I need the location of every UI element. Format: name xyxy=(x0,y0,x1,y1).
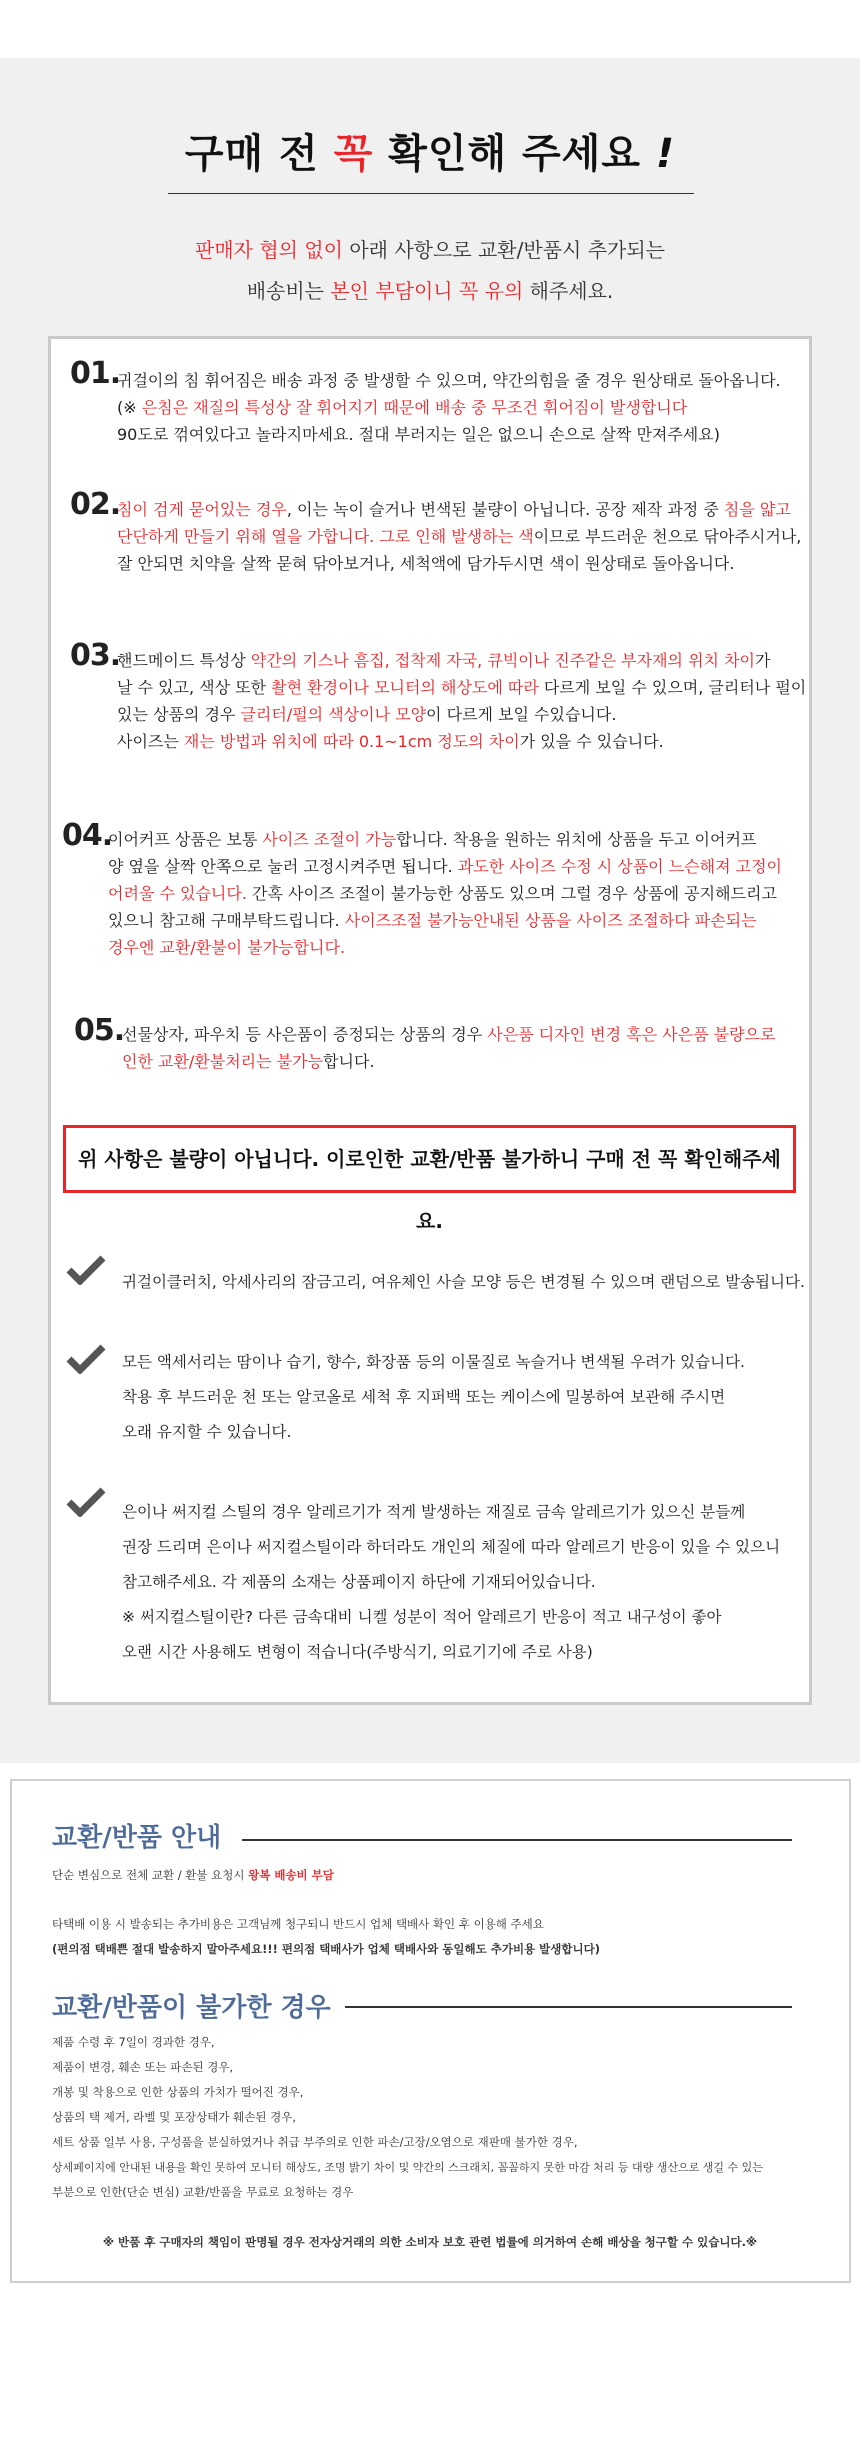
check-icon xyxy=(66,1255,106,1285)
subtitle-line-1: 판매자 협의 없이 아래 사항으로 교환/반품시 추가되는 xyxy=(195,238,665,262)
title-divider xyxy=(168,193,694,194)
legal-notice: ※ 반품 후 구매자의 책임이 판명될 경우 전자상거래의 의한 소비자 보호 관련 법률에 의거하여 손해 배상을 청구할 수 있습니다.※ xyxy=(102,2235,758,2249)
exchange-line-3: (편의점 택배쁜 절대 발송하지 말아주세요!!! 편의점 택배사가 업체 택배사와 동일해도 추가비용 발생합니다) xyxy=(52,1942,600,1956)
check-icon xyxy=(66,1487,106,1517)
section-divider xyxy=(242,1839,792,1841)
item-number: 05. xyxy=(74,1013,125,1048)
item-text: 선물상자, 파우치 등 사은품이 증정되는 상품의 경우 사은품 디자인 변경 혹은 사은품 불량으로 인한 교환/환불처리는 불가능합니다. xyxy=(122,1025,776,1071)
item-number: 02. xyxy=(70,487,121,522)
item-number: 03. xyxy=(70,638,121,673)
item-number: 01. xyxy=(70,356,121,391)
item-text: 핸드메이드 특성상 약간의 기스나 흠집, 접착제 자국, 큐빅이나 진주같은 부자재의 위치 차이가 날 수 있고, 색상 또한 촬현 환경이나 모니터의 해상도에 따라 다르게 보일 수 있으며, 글리터나 펄이 있는 상품의 경우 글리터/펄의 색상이나 모양이 다르게 보일 수있습니다. 사이즈는 재는 방법과 위치에 따라 0.1~1cm 정도의 차이가 있을 수 있습니다. xyxy=(117,651,807,751)
section-divider xyxy=(345,2006,792,2008)
page-title: 구매 전 꼭 확인해 주세요 ! xyxy=(184,131,676,177)
exchange-line-2: 타택배 이용 시 발송되는 추가비용은 고객님께 청구되니 반드시 업체 택배사 확인 후 이용해 주세요 xyxy=(52,1917,544,1931)
warning-banner: 위 사항은 불량이 아닙니다. 이로인한 교환/반품 불가하니 구매 전 꼭 확인해주세요. xyxy=(63,1125,796,1193)
check-text: 은이나 써지컬 스틸의 경우 알레르기가 적게 발생하는 재질로 금속 알레르기가 있으신 분들께 권장 드리며 은이나 써지컬스틸이라 하더라도 개인의 체질에 따라 알레르기 반응이 있을 수 있으니 참고해주세요. 각 제품의 소재는 상품페이지 하단에 기재되어있습니다. ※ 써지컬스틸이란? 다른 금속대비 니켈 성분이 적어 알레르기 반응이 적고 내구성이 좋아 오랜 시간 사용해도 변형이 적습니다(주방식기, 의료기기에 주로 사용) xyxy=(122,1503,781,1661)
item-text: 침이 검게 묻어있는 경우, 이는 녹이 슬거나 변색된 불량이 아닙니다. 공장 제작 과정 중 침을 얇고 단단하게 만들기 위해 열을 가합니다. 그로 인해 발생하는 색이므로 부드러운 천으로 닦아주시거나, 잘 안되면 치약을 살짝 묻혀 닦아보거나, 세척액에 담가두시면 색이 원상태로 돌아옵니다. xyxy=(117,500,802,573)
subtitle-line-2: 배송비는 본인 부담이니 꼭 유의 해주세요. xyxy=(246,279,614,303)
exchange-title: 교환/반품 안내 xyxy=(52,1823,222,1853)
non-exchange-list: 제품 수령 후 7일이 경과한 경우, 제품이 변경, 훼손 또는 파손된 경우, 개봉 및 착용으로 인한 상품의 가치가 떨어진 경우, 상품의 택 제거, 라벨 및 포장상태가 훼손된 경우, 세트 상품 일부 사용, 구성품을 분실하였거나 취급 부주의로 인한 파손/고장/오염으로 재판매 불가한 경우, 상세페이지에 안내된 내용을 확인 못하여 모니터 해상도, 조명 밝기 차이 및 약간의 스크래치, 꼼꼼하지 못한 마감 처리 등 대량 생산으로 생길 수 있는 부분으로 인한(단순 변심) 교환/반품을 무료로 요청하는 경우 xyxy=(52,2035,763,2199)
item-text: 귀걸이의 침 휘어짐은 배송 과정 중 발생할 수 있으며, 약간의힘을 줄 경우 원상태로 돌아옵니다. (※ 은침은 재질의 특성상 잘 휘어지기 때문에 배송 중 무조건 휘어짐이 발생합니다 90도로 꺾여있다고 놀라지마세요. 절대 부러지는 일은 없으니 손으로 살짝 만져주세요) xyxy=(117,371,781,444)
exchange-line-1: 단순 변심으로 전체 교환 / 환불 요청시 왕복 배송비 부담 xyxy=(52,1868,334,1882)
check-text: 모든 액세서리는 땀이나 습기, 향수, 화장품 등의 이물질로 녹슬거나 변색될 우려가 있습니다. 착용 후 부드러운 천 또는 알코올로 세척 후 지퍼백 또는 케이스에 밀봉하여 보관해 주시면 오래 유지할 수 있습니다. xyxy=(122,1353,745,1441)
check-icon xyxy=(66,1344,106,1374)
check-text: 귀걸이클러치, 악세사리의 잠금고리, 여유체인 사슬 모양 등은 변경될 수 있으며 랜덤으로 발송됩니다. xyxy=(122,1273,805,1291)
item-text: 이어커프 상품은 보통 사이즈 조절이 가능합니다. 착용을 원하는 위치에 상품을 두고 이어커프 양 옆을 살짝 안쪽으로 눌러 고정시켜주면 됩니다. 과도한 사이즈 수정 시 상품이 느슨해져 고정이 어려울 수 있습니다. 간혹 사이즈 조절이 불가능한 상품도 있으며 그럴 경우 상품에 공지해드리고 있으니 참고해 구매부탁드립니다. 사이즈조절 불가능안내된 상품을 사이즈 조절하다 파손되는 경우엔 교환/환불이 불가능합니다. xyxy=(108,830,782,957)
item-number: 04. xyxy=(62,818,113,853)
non-exchange-title: 교환/반품이 불가한 경우 xyxy=(52,1993,331,2023)
